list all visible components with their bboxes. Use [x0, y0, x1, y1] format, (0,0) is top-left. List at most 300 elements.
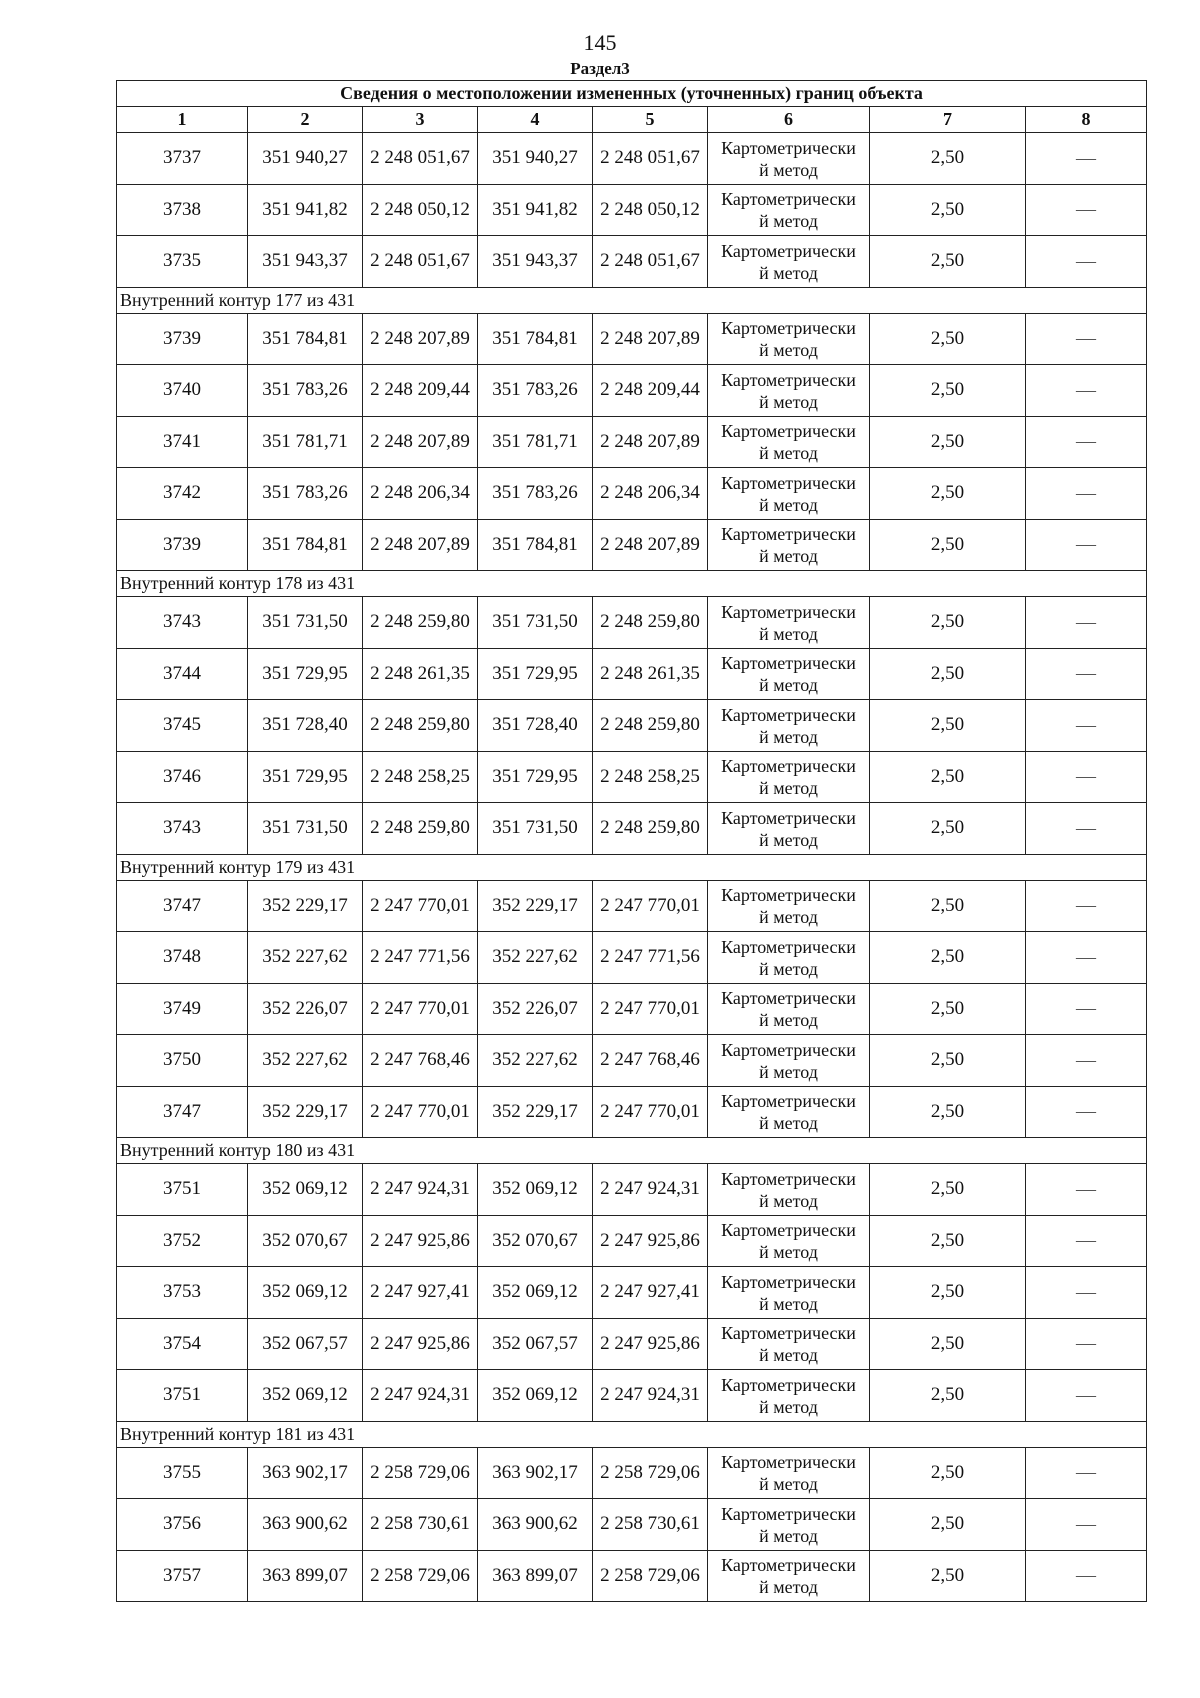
- y-new-cell: 2 247 770,01: [593, 880, 708, 932]
- column-number-header: 1: [117, 107, 248, 133]
- column-numbers-row: [117, 107, 1147, 133]
- description-cell: —: [1026, 1370, 1147, 1422]
- x-new-cell: 352 069,12: [478, 1370, 593, 1422]
- accuracy-cell: 2,50: [870, 1318, 1026, 1370]
- table-row: [117, 648, 1147, 700]
- method-cell: [708, 1215, 870, 1267]
- description-cell: —: [1026, 365, 1147, 417]
- column-number-header: 8: [1026, 107, 1147, 133]
- x-new-cell: 363 899,07: [478, 1550, 593, 1602]
- x-old-cell: 351 943,37: [248, 236, 363, 288]
- accuracy-cell: 2,50: [870, 416, 1026, 468]
- method-text-line: й метод: [759, 391, 818, 412]
- point-number-cell: 3744: [117, 648, 248, 700]
- accuracy-cell: 2,50: [870, 597, 1026, 649]
- method-text-line: й метод: [759, 1061, 818, 1082]
- method-text-line: Картометрически: [721, 653, 856, 674]
- method-cell: [708, 416, 870, 468]
- method-text-line: Картометрически: [721, 1374, 856, 1395]
- x-new-cell: 352 067,57: [478, 1318, 593, 1370]
- method-text-line: й метод: [759, 211, 818, 232]
- y-new-cell: 2 258 730,61: [593, 1499, 708, 1551]
- description-cell: —: [1026, 133, 1147, 185]
- method-text-line: Картометрически: [721, 601, 856, 622]
- method-cell: [708, 983, 870, 1035]
- x-old-cell: 352 229,17: [248, 880, 363, 932]
- accuracy-cell: 2,50: [870, 803, 1026, 855]
- method-text-line: й метод: [759, 1525, 818, 1546]
- table-row: [117, 1447, 1147, 1499]
- y-old-cell: 2 258 729,06: [363, 1447, 478, 1499]
- y-old-cell: 2 247 927,41: [363, 1267, 478, 1319]
- accuracy-cell: 2,50: [870, 751, 1026, 803]
- method-text-line: Картометрически: [721, 704, 856, 725]
- method-cell: [708, 803, 870, 855]
- x-old-cell: 352 069,12: [248, 1164, 363, 1216]
- description-cell: —: [1026, 468, 1147, 520]
- method-text-line: й метод: [759, 494, 818, 515]
- x-old-cell: 352 067,57: [248, 1318, 363, 1370]
- contour-header-row: [117, 287, 1147, 313]
- x-old-cell: 351 729,95: [248, 648, 363, 700]
- method-cell: [708, 597, 870, 649]
- x-old-cell: 351 784,81: [248, 313, 363, 365]
- table-row: [117, 468, 1147, 520]
- point-number-cell: 3738: [117, 184, 248, 236]
- table-row: [117, 133, 1147, 185]
- method-text-line: й метод: [759, 443, 818, 464]
- method-text-line: Картометрически: [721, 756, 856, 777]
- accuracy-cell: 2,50: [870, 880, 1026, 932]
- x-old-cell: 363 899,07: [248, 1550, 363, 1602]
- contour-label: Внутренний контур 180 из 431: [117, 1138, 1147, 1164]
- accuracy-cell: 2,50: [870, 1447, 1026, 1499]
- y-old-cell: 2 247 925,86: [363, 1318, 478, 1370]
- contour-label: Внутренний контур 179 из 431: [117, 854, 1147, 880]
- y-new-cell: 2 248 209,44: [593, 365, 708, 417]
- point-number-cell: 3753: [117, 1267, 248, 1319]
- x-new-cell: 351 781,71: [478, 416, 593, 468]
- accuracy-cell: 2,50: [870, 1086, 1026, 1138]
- table-row: [117, 1370, 1147, 1422]
- y-old-cell: 2 247 924,31: [363, 1370, 478, 1422]
- accuracy-cell: 2,50: [870, 1370, 1026, 1422]
- table-row: [117, 1267, 1147, 1319]
- method-cell: [708, 236, 870, 288]
- method-cell: [708, 468, 870, 520]
- method-cell: [708, 1370, 870, 1422]
- point-number-cell: 3751: [117, 1370, 248, 1422]
- table-row: [117, 1086, 1147, 1138]
- method-cell: [708, 184, 870, 236]
- description-cell: —: [1026, 983, 1147, 1035]
- description-cell: —: [1026, 519, 1147, 571]
- x-new-cell: 351 729,95: [478, 751, 593, 803]
- column-number-header: 2: [248, 107, 363, 133]
- accuracy-cell: 2,50: [870, 700, 1026, 752]
- accuracy-cell: 2,50: [870, 1035, 1026, 1087]
- y-old-cell: 2 248 207,89: [363, 416, 478, 468]
- description-cell: —: [1026, 416, 1147, 468]
- method-cell: [708, 1447, 870, 1499]
- method-text-line: Картометрически: [721, 421, 856, 442]
- table-row: [117, 1318, 1147, 1370]
- point-number-cell: 3737: [117, 133, 248, 185]
- x-new-cell: 351 784,81: [478, 313, 593, 365]
- description-cell: —: [1026, 597, 1147, 649]
- table-row: [117, 519, 1147, 571]
- method-text-line: Картометрически: [721, 1091, 856, 1112]
- y-old-cell: 2 247 770,01: [363, 880, 478, 932]
- x-new-cell: 351 943,37: [478, 236, 593, 288]
- point-number-cell: 3747: [117, 880, 248, 932]
- accuracy-cell: 2,50: [870, 1267, 1026, 1319]
- method-cell: [708, 1035, 870, 1087]
- description-cell: —: [1026, 313, 1147, 365]
- x-new-cell: 363 902,17: [478, 1447, 593, 1499]
- y-old-cell: 2 248 259,80: [363, 597, 478, 649]
- method-cell: [708, 313, 870, 365]
- accuracy-cell: 2,50: [870, 1499, 1026, 1551]
- method-cell: [708, 751, 870, 803]
- method-cell: [708, 1086, 870, 1138]
- point-number-cell: 3755: [117, 1447, 248, 1499]
- page-number: 145: [583, 30, 617, 55]
- x-new-cell: 363 900,62: [478, 1499, 593, 1551]
- method-cell: [708, 932, 870, 984]
- accuracy-cell: 2,50: [870, 1164, 1026, 1216]
- y-old-cell: 2 247 771,56: [363, 932, 478, 984]
- description-cell: —: [1026, 1267, 1147, 1319]
- y-new-cell: 2 247 768,46: [593, 1035, 708, 1087]
- x-old-cell: 352 069,12: [248, 1267, 363, 1319]
- x-old-cell: 351 728,40: [248, 700, 363, 752]
- method-text-line: Картометрически: [721, 524, 856, 545]
- x-old-cell: 352 069,12: [248, 1370, 363, 1422]
- x-old-cell: 352 227,62: [248, 932, 363, 984]
- method-text-line: й метод: [759, 340, 818, 361]
- method-text-line: Картометрически: [721, 1503, 856, 1524]
- table-row: [117, 184, 1147, 236]
- accuracy-cell: 2,50: [870, 184, 1026, 236]
- y-new-cell: 2 248 259,80: [593, 803, 708, 855]
- x-old-cell: 352 227,62: [248, 1035, 363, 1087]
- x-new-cell: 351 940,27: [478, 133, 593, 185]
- y-new-cell: 2 248 259,80: [593, 700, 708, 752]
- x-old-cell: 351 781,71: [248, 416, 363, 468]
- y-old-cell: 2 247 770,01: [363, 983, 478, 1035]
- y-new-cell: 2 248 051,67: [593, 236, 708, 288]
- accuracy-cell: 2,50: [870, 365, 1026, 417]
- x-new-cell: 351 728,40: [478, 700, 593, 752]
- y-new-cell: 2 248 207,89: [593, 313, 708, 365]
- method-text-line: й метод: [759, 1010, 818, 1031]
- description-cell: —: [1026, 1550, 1147, 1602]
- method-text-line: Картометрически: [721, 1555, 856, 1576]
- contour-header-row: [117, 1138, 1147, 1164]
- x-new-cell: 352 069,12: [478, 1164, 593, 1216]
- method-text-line: й метод: [759, 1577, 818, 1598]
- method-text-line: й метод: [759, 829, 818, 850]
- y-new-cell: 2 248 207,89: [593, 416, 708, 468]
- y-new-cell: 2 248 261,35: [593, 648, 708, 700]
- description-cell: —: [1026, 1215, 1147, 1267]
- point-number-cell: 3750: [117, 1035, 248, 1087]
- method-text-line: й метод: [759, 1345, 818, 1366]
- x-old-cell: 351 729,95: [248, 751, 363, 803]
- method-text-line: й метод: [759, 958, 818, 979]
- y-old-cell: 2 247 925,86: [363, 1215, 478, 1267]
- point-number-cell: 3751: [117, 1164, 248, 1216]
- y-new-cell: 2 247 925,86: [593, 1215, 708, 1267]
- x-old-cell: 351 783,26: [248, 468, 363, 520]
- x-old-cell: 351 941,82: [248, 184, 363, 236]
- method-text-line: й метод: [759, 1474, 818, 1495]
- method-cell: [708, 1318, 870, 1370]
- method-cell: [708, 519, 870, 571]
- column-number-header: 3: [363, 107, 478, 133]
- column-number-header: 6: [708, 107, 870, 133]
- section-title: Раздел3: [570, 59, 630, 78]
- method-text-line: Картометрически: [721, 318, 856, 339]
- point-number-cell: 3752: [117, 1215, 248, 1267]
- y-old-cell: 2 248 209,44: [363, 365, 478, 417]
- accuracy-cell: 2,50: [870, 133, 1026, 185]
- accuracy-cell: 2,50: [870, 648, 1026, 700]
- method-text-line: Картометрически: [721, 1039, 856, 1060]
- method-cell: [708, 700, 870, 752]
- method-cell: [708, 365, 870, 417]
- description-cell: —: [1026, 648, 1147, 700]
- method-cell: [708, 880, 870, 932]
- accuracy-cell: 2,50: [870, 983, 1026, 1035]
- description-cell: —: [1026, 184, 1147, 236]
- accuracy-cell: 2,50: [870, 1550, 1026, 1602]
- method-text-line: й метод: [759, 726, 818, 747]
- y-new-cell: 2 247 770,01: [593, 983, 708, 1035]
- y-old-cell: 2 248 207,89: [363, 519, 478, 571]
- table-row: [117, 1035, 1147, 1087]
- method-text-line: Картометрически: [721, 189, 856, 210]
- x-new-cell: 351 784,81: [478, 519, 593, 571]
- method-text-line: й метод: [759, 159, 818, 180]
- table-caption: Сведения о местоположении измененных (уточненных) границ объекта: [117, 81, 1147, 107]
- accuracy-cell: 2,50: [870, 932, 1026, 984]
- x-old-cell: 352 226,07: [248, 983, 363, 1035]
- y-old-cell: 2 248 206,34: [363, 468, 478, 520]
- y-old-cell: 2 258 730,61: [363, 1499, 478, 1551]
- y-new-cell: 2 247 925,86: [593, 1318, 708, 1370]
- x-new-cell: 351 729,95: [478, 648, 593, 700]
- y-new-cell: 2 248 051,67: [593, 133, 708, 185]
- method-text-line: Картометрически: [721, 1323, 856, 1344]
- y-old-cell: 2 248 261,35: [363, 648, 478, 700]
- method-text-line: Картометрически: [721, 885, 856, 906]
- accuracy-cell: 2,50: [870, 236, 1026, 288]
- y-old-cell: 2 248 050,12: [363, 184, 478, 236]
- y-old-cell: 2 247 924,31: [363, 1164, 478, 1216]
- y-new-cell: 2 248 258,25: [593, 751, 708, 803]
- y-old-cell: 2 248 259,80: [363, 803, 478, 855]
- x-old-cell: 351 940,27: [248, 133, 363, 185]
- contour-label: Внутренний контур 181 из 431: [117, 1421, 1147, 1447]
- x-old-cell: 352 229,17: [248, 1086, 363, 1138]
- description-cell: —: [1026, 1035, 1147, 1087]
- x-old-cell: 351 783,26: [248, 365, 363, 417]
- method-text-line: Картометрически: [721, 472, 856, 493]
- point-number-cell: 3739: [117, 519, 248, 571]
- x-new-cell: 352 226,07: [478, 983, 593, 1035]
- method-text-line: й метод: [759, 1293, 818, 1314]
- method-text-line: й метод: [759, 262, 818, 283]
- y-new-cell: 2 248 207,89: [593, 519, 708, 571]
- contour-header-row: [117, 571, 1147, 597]
- accuracy-cell: 2,50: [870, 1215, 1026, 1267]
- y-new-cell: 2 247 924,31: [593, 1164, 708, 1216]
- description-cell: —: [1026, 1447, 1147, 1499]
- method-text-line: й метод: [759, 623, 818, 644]
- point-number-cell: 3741: [117, 416, 248, 468]
- method-cell: [708, 1267, 870, 1319]
- y-new-cell: 2 258 729,06: [593, 1447, 708, 1499]
- table-row: [117, 597, 1147, 649]
- y-new-cell: 2 258 729,06: [593, 1550, 708, 1602]
- point-number-cell: 3746: [117, 751, 248, 803]
- method-text-line: й метод: [759, 675, 818, 696]
- x-new-cell: 352 229,17: [478, 1086, 593, 1138]
- method-cell: [708, 133, 870, 185]
- column-number-header: 7: [870, 107, 1026, 133]
- y-old-cell: 2 258 729,06: [363, 1550, 478, 1602]
- y-old-cell: 2 248 207,89: [363, 313, 478, 365]
- table-body: [117, 133, 1147, 1602]
- y-new-cell: 2 248 050,12: [593, 184, 708, 236]
- table-row: [117, 416, 1147, 468]
- y-old-cell: 2 248 258,25: [363, 751, 478, 803]
- x-new-cell: 352 227,62: [478, 932, 593, 984]
- y-old-cell: 2 248 051,67: [363, 133, 478, 185]
- method-text-line: й метод: [759, 1396, 818, 1417]
- table-row: [117, 1499, 1147, 1551]
- point-number-cell: 3754: [117, 1318, 248, 1370]
- column-number-header: 5: [593, 107, 708, 133]
- method-text-line: й метод: [759, 1190, 818, 1211]
- table-row: [117, 700, 1147, 752]
- table-row: [117, 932, 1147, 984]
- method-cell: [708, 1164, 870, 1216]
- description-cell: —: [1026, 803, 1147, 855]
- x-new-cell: 351 783,26: [478, 365, 593, 417]
- method-text-line: й метод: [759, 546, 818, 567]
- x-old-cell: 351 784,81: [248, 519, 363, 571]
- point-number-cell: 3739: [117, 313, 248, 365]
- x-new-cell: 352 227,62: [478, 1035, 593, 1087]
- table-row: [117, 1164, 1147, 1216]
- boundary-coordinates-table: [116, 80, 1147, 1602]
- y-old-cell: 2 248 051,67: [363, 236, 478, 288]
- method-text-line: й метод: [759, 907, 818, 928]
- table-row: [117, 880, 1147, 932]
- description-cell: —: [1026, 1086, 1147, 1138]
- method-text-line: Картометрически: [721, 137, 856, 158]
- contour-header-row: [117, 1421, 1147, 1447]
- point-number-cell: 3748: [117, 932, 248, 984]
- point-number-cell: 3743: [117, 803, 248, 855]
- description-cell: —: [1026, 1499, 1147, 1551]
- y-new-cell: 2 247 770,01: [593, 1086, 708, 1138]
- x-new-cell: 351 731,50: [478, 597, 593, 649]
- method-text-line: Картометрически: [721, 1452, 856, 1473]
- contour-label: Внутренний контур 177 из 431: [117, 287, 1147, 313]
- description-cell: —: [1026, 751, 1147, 803]
- x-old-cell: 363 902,17: [248, 1447, 363, 1499]
- method-text-line: Картометрически: [721, 1220, 856, 1241]
- method-text-line: Картометрически: [721, 936, 856, 957]
- point-number-cell: 3756: [117, 1499, 248, 1551]
- y-new-cell: 2 248 259,80: [593, 597, 708, 649]
- method-text-line: Картометрически: [721, 807, 856, 828]
- accuracy-cell: 2,50: [870, 313, 1026, 365]
- x-new-cell: 352 070,67: [478, 1215, 593, 1267]
- table-row: [117, 1215, 1147, 1267]
- table-row: [117, 751, 1147, 803]
- method-cell: [708, 1550, 870, 1602]
- method-cell: [708, 1499, 870, 1551]
- y-new-cell: 2 247 771,56: [593, 932, 708, 984]
- point-number-cell: 3745: [117, 700, 248, 752]
- y-old-cell: 2 248 259,80: [363, 700, 478, 752]
- x-new-cell: 352 229,17: [478, 880, 593, 932]
- x-old-cell: 351 731,50: [248, 597, 363, 649]
- y-new-cell: 2 247 924,31: [593, 1370, 708, 1422]
- point-number-cell: 3743: [117, 597, 248, 649]
- accuracy-cell: 2,50: [870, 468, 1026, 520]
- x-old-cell: 363 900,62: [248, 1499, 363, 1551]
- x-old-cell: 351 731,50: [248, 803, 363, 855]
- point-number-cell: 3742: [117, 468, 248, 520]
- contour-label: Внутренний контур 178 из 431: [117, 571, 1147, 597]
- table-row: [117, 983, 1147, 1035]
- description-cell: —: [1026, 236, 1147, 288]
- table-row: [117, 313, 1147, 365]
- method-text-line: Картометрически: [721, 988, 856, 1009]
- table-row: [117, 365, 1147, 417]
- point-number-cell: 3749: [117, 983, 248, 1035]
- table-row: [117, 1550, 1147, 1602]
- x-old-cell: 352 070,67: [248, 1215, 363, 1267]
- description-cell: —: [1026, 880, 1147, 932]
- point-number-cell: 3757: [117, 1550, 248, 1602]
- method-cell: [708, 648, 870, 700]
- method-text-line: Картометрически: [721, 1271, 856, 1292]
- x-new-cell: 351 783,26: [478, 468, 593, 520]
- point-number-cell: 3747: [117, 1086, 248, 1138]
- description-cell: —: [1026, 1164, 1147, 1216]
- y-old-cell: 2 247 770,01: [363, 1086, 478, 1138]
- x-new-cell: 352 069,12: [478, 1267, 593, 1319]
- method-text-line: Картометрически: [721, 240, 856, 261]
- accuracy-cell: 2,50: [870, 519, 1026, 571]
- x-new-cell: 351 731,50: [478, 803, 593, 855]
- contour-header-row: [117, 854, 1147, 880]
- table-row: [117, 236, 1147, 288]
- y-old-cell: 2 247 768,46: [363, 1035, 478, 1087]
- method-text-line: й метод: [759, 1113, 818, 1134]
- description-cell: —: [1026, 700, 1147, 752]
- description-cell: —: [1026, 1318, 1147, 1370]
- column-number-header: 4: [478, 107, 593, 133]
- method-text-line: Картометрически: [721, 369, 856, 390]
